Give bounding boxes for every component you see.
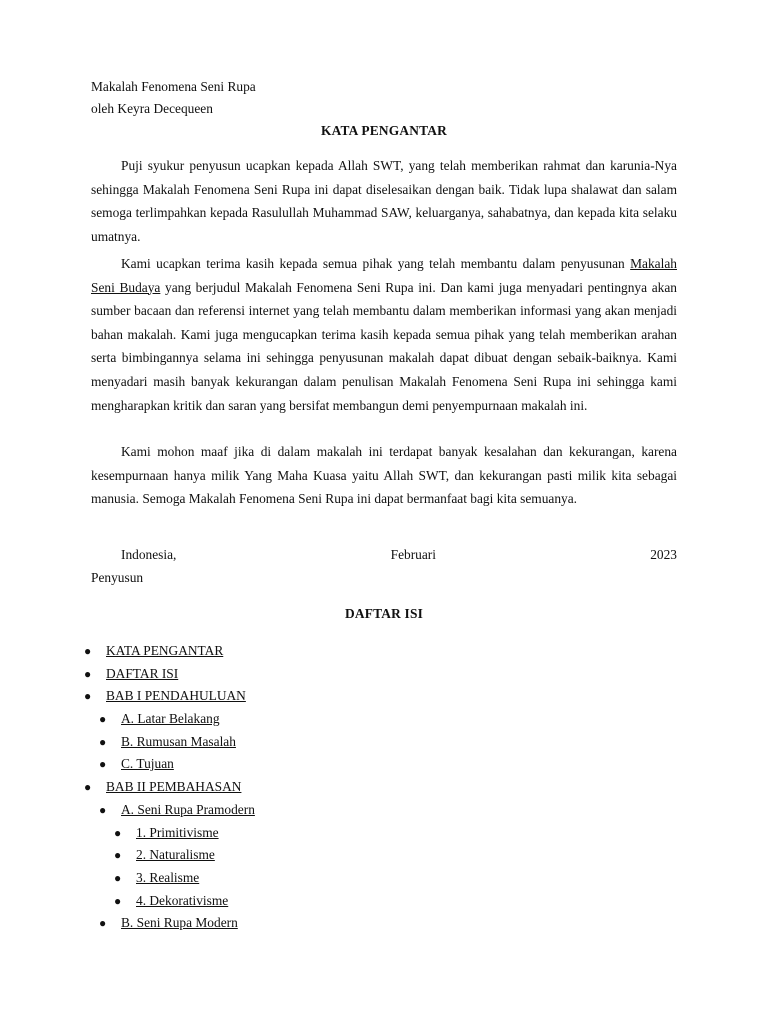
bullet-icon: ● — [99, 757, 107, 772]
bullet-icon: ● — [84, 780, 92, 795]
toc-link[interactable]: 3. Realisme — [136, 869, 200, 885]
bullet-icon: ● — [114, 870, 122, 885]
toc-link[interactable]: BAB II PEMBAHASAN — [106, 779, 242, 795]
signature-author: Penyusun — [91, 570, 144, 585]
toc-link[interactable]: 1. Primitivisme — [136, 824, 219, 840]
paragraph-1: Puji syukur penyusun ucapkan kepada Allah SWT, yang telah memberikan rahmat dan karunia-Nya sehingga Makalah Fenomena Seni Rupa ini dapat diselesaikan dengan baik. Tidak lupa shalawat dan salam semoga terlimpahkan kepada Rasulullah Muhammad SAW, keluarganya, sahabatnya, dan kepada kita selaku umatnya. — [91, 158, 677, 244]
paragraph-2 — [91, 252, 677, 417]
signature-month: Februari — [390, 547, 436, 562]
signature-date-row — [91, 545, 677, 565]
bullet-icon: ● — [84, 689, 92, 704]
signature-place: Indonesia, — [121, 547, 177, 562]
bullet-icon: ● — [99, 802, 107, 817]
bullet-icon: ● — [99, 734, 107, 749]
toc-link[interactable]: BAB I PENDAHULUAN — [106, 688, 246, 704]
toc-link[interactable]: B. Rumusan Masalah — [121, 733, 236, 749]
toc-link[interactable]: B. Seni Rupa Modern — [121, 915, 238, 931]
daftar-isi-heading: DAFTAR ISI — [344, 606, 423, 621]
toc-link[interactable]: DAFTAR ISI — [106, 665, 179, 681]
document-title-line: Makalah Fenomena Seni Rupa — [91, 79, 256, 94]
bullet-icon: ● — [99, 712, 107, 727]
bullet-icon: ● — [114, 825, 122, 840]
bullet-icon: ● — [99, 916, 107, 931]
document-author-line: oleh Keyra Decequeen — [91, 101, 213, 116]
toc-link[interactable]: A. Latar Belakang — [121, 711, 220, 727]
toc-link[interactable]: A. Seni Rupa Pramodern — [121, 801, 255, 817]
kata-pengantar-heading: KATA PENGANTAR — [321, 123, 447, 138]
makalah-seni-budaya-link[interactable]: Makalah Seni Budaya — [91, 256, 677, 295]
bullet-icon: ● — [114, 848, 122, 863]
paragraph-2-text-end: yang berjudul Makalah Fenomena Seni Rupa ini. Dan kami juga menyadari pentingnya akan sumber bacaan dan referensi internet yang telah membantu dalam memberikan informasi yang akan menjadi bahan makalah. Kami juga mengucapkan terima kasih kepada semua pihak yang telah memberikan arahan serta bimbingannya selama ini sehingga penyusunan makalah dapat dibuat dengan sebaik-baiknya. Kami menyadari masih banyak kekurangan dalam penulisan Makalah Fenomena Seni Rupa ini sehingga kami mengharapkan kritik dan saran yang bersifat membangun demi penyempurnaan makalah ini. — [91, 279, 677, 413]
paragraph-2-text-start: Kami ucapkan terima kasih kepada semua pihak yang telah membantu dalam penyusunan — [121, 256, 631, 271]
signature-year: 2023 — [650, 547, 677, 562]
bullet-icon: ● — [84, 644, 92, 658]
bullet-icon: ● — [84, 666, 92, 681]
paragraph-3: Kami mohon maaf jika di dalam makalah ini terdapat banyak kesalahan dan kekurangan, karena kesempurnaan hanya milik Yang Maha Kuasa yaitu Allah SWT, dan kekurangan pasti milik kita sebagai manusia. Semoga Makalah Fenomena Seni Rupa ini dapat bermanfaat bagi kita semuanya. — [91, 444, 677, 507]
toc-link[interactable]: 2. Naturalisme — [136, 847, 215, 863]
bullet-icon: ● — [114, 893, 122, 908]
toc-link[interactable]: 4. Dekorativisme — [136, 892, 229, 908]
toc-link[interactable]: C. Tujuan — [121, 756, 174, 772]
toc-link[interactable]: KATA PENGANTAR — [106, 643, 224, 658]
